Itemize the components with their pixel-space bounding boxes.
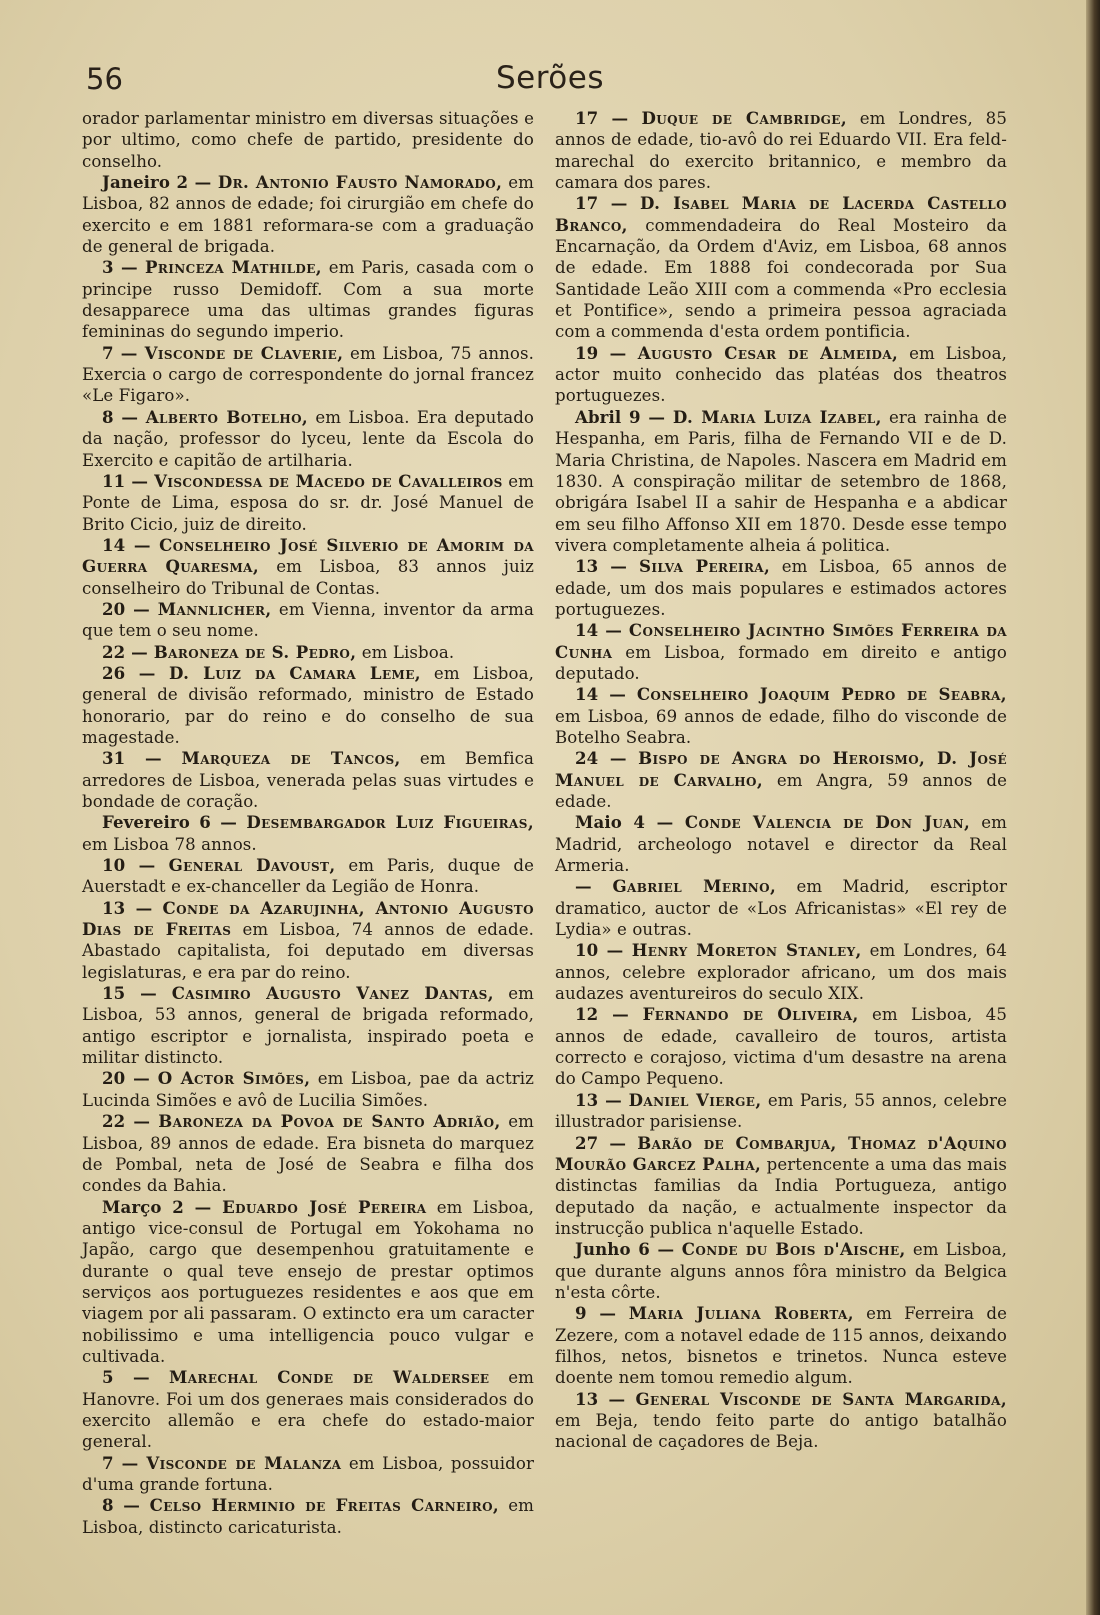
obituary-entry xyxy=(82,1111,534,1196)
obituary-entry xyxy=(82,1197,534,1368)
entry-text: em Paris, casada com o principe russo Demidoff. Com a sua morte desapparece uma das ultimas grandes figuras femininas do segundo imperio. xyxy=(82,258,534,342)
entry-text: em Angra, 59 annos de edade. xyxy=(555,770,1007,811)
entry-name: Desembargador Luiz Figueiras, xyxy=(246,812,534,833)
entry-name: Mannlicher, xyxy=(157,598,272,619)
obituary-entry xyxy=(555,1004,1007,1089)
entry-text: em Lisboa, pae da actriz Lucinda Simões e avô de Lucilia Simões. xyxy=(82,1069,534,1110)
obituary-entry xyxy=(82,855,534,898)
entry-name: Celso Herminio de Freitas Carneiro, xyxy=(149,1495,500,1516)
entry-name: Bispo de Angra do Heroismo, D. José Manuel de Carvalho, xyxy=(555,748,1007,790)
entry-date: 10 — xyxy=(102,855,169,876)
obituary-entry xyxy=(82,1367,534,1452)
entry-text: em Lisboa, 53 annos, general de brigada reformado, antigo escriptor e jornalista, inspirado poeta e militar distincto. xyxy=(82,984,535,1068)
entry-text: em Lisboa, antigo vice-consul de Portugal em Yokohama no Japão, cargo que desempenhou gratuitamente e durante o qual teve ensejo de prestar optimos serviços aos portuguezes residentes e aos que em viagem por ali passaram. O extincto era um caracter nobilissimo e uma intelligencia pouco vulgar e cultivada. xyxy=(82,1197,535,1366)
entry-text: em Lisboa, 82 annos de edade; foi cirurgião em chefe do exercito e em 1881 reformara-se com a graduação de general de brigada. xyxy=(82,173,535,257)
entry-date: Maio 4 — xyxy=(575,812,685,833)
obituary-entry xyxy=(82,812,534,855)
entry-text: em Madrid, escriptor dramatico, auctor de «Los Africanistas» «El rey de Lydia» e outras. xyxy=(555,877,1008,940)
entry-date: 19 — xyxy=(575,342,638,363)
entry-date: 11 — xyxy=(102,470,155,491)
obituary-entry xyxy=(82,642,534,663)
entry-name: Visconde de Claverie, xyxy=(144,342,344,363)
obituary-entry xyxy=(555,1239,1007,1303)
entry-text: em Madrid, archeologo notavel e director da Real Armeria. xyxy=(555,813,1007,876)
entry-date: Junho 6 — xyxy=(575,1239,682,1260)
right-column xyxy=(555,108,1007,1453)
entry-name: Daniel Vierge, xyxy=(628,1089,762,1110)
entry-name: Casimiro Augusto Vanez Dantas, xyxy=(171,983,494,1004)
entry-name: Marqueza de Tancos, xyxy=(181,748,401,769)
entry-text: em Lisboa, 89 annos de edade. Era bisneta do marquez de Pombal, neta de José de Seabra e filha dos condes da Bahia. xyxy=(82,1112,534,1196)
entry-name: Barão de Combarjua, Thomaz d'Aquino Mourão Garcez Palha, xyxy=(555,1132,1007,1174)
obituary-entry xyxy=(82,535,534,599)
entry-name: Silva Pereira, xyxy=(638,556,771,577)
page-number: 56 xyxy=(86,62,123,96)
obituary-entry xyxy=(82,172,534,257)
obituary-entry xyxy=(555,1303,1007,1388)
entry-text: em Lisboa, actor muito conhecido das platéas dos theatros portuguezes. xyxy=(555,343,1007,406)
obituary-entry xyxy=(555,108,1007,193)
entry-date: 5 — xyxy=(102,1367,169,1388)
entry-text: orador parlamentar ministro em diversas situações e por ultimo, como chefe de partido, presidente do conselho. xyxy=(82,109,534,171)
entry-date: 24 — xyxy=(575,748,639,769)
entry-date: 9 — xyxy=(575,1303,629,1324)
entry-text: em Hanovre. Foi um dos generaes mais considerados do exercito allemão e era chefe do estado-maior general. xyxy=(82,1368,534,1452)
entry-text: em Vienna, inventor da arma que tem o seu nome. xyxy=(82,599,534,641)
entry-date: 20 — xyxy=(102,1068,158,1089)
entry-text: em Ferreira de Zezere, com a notavel edade de 115 annos, deixando filhos, netos, bisnetos e trinetos. Nunca esteve doente nem tomou remedio algum. xyxy=(555,1304,1007,1388)
entry-date: Abril 9 — xyxy=(575,406,673,427)
obituary-entry xyxy=(555,343,1007,407)
book-spine-edge xyxy=(1086,0,1100,1615)
entry-date: 3 — xyxy=(102,257,146,278)
obituary-entry xyxy=(555,812,1007,876)
obituary-entry xyxy=(555,876,1007,940)
entry-text: em Paris, duque de Auerstadt e ex-chanceller da Legião de Honra. xyxy=(82,856,534,897)
obituary-entry xyxy=(82,663,534,748)
entry-name: Conde da Azarujinha, Antonio Augusto Dias de Freitas xyxy=(82,897,534,940)
entry-date: 22 — xyxy=(102,1111,159,1132)
obituary-entry xyxy=(555,1389,1007,1453)
entry-name: Viscondessa de Macedo de Cavalleiros xyxy=(154,470,503,491)
obituary-entry xyxy=(555,684,1007,748)
obituary-entry xyxy=(82,108,534,172)
entry-date: 31 — xyxy=(102,748,182,769)
entry-text: em Ponte de Lima, esposa do sr. dr. José Manuel de Brito Cicio, juiz de direito. xyxy=(82,471,534,534)
obituary-entry xyxy=(82,1495,534,1538)
obituary-entry xyxy=(82,898,534,983)
entry-name: General Davoust, xyxy=(168,855,336,876)
entry-name: Maria Juliana Roberta, xyxy=(628,1303,854,1324)
entry-name: Conde Valencia de Don Juan, xyxy=(684,812,971,833)
entry-name: General Visconde de Santa Margarida, xyxy=(635,1388,1007,1409)
entry-text: em Lisboa. xyxy=(356,642,455,662)
obituary-entry xyxy=(555,620,1007,684)
obituary-entry xyxy=(82,983,534,1068)
entry-text: em Lisboa, 65 annos de edade, um dos mais populares e estimados actores portuguezes. xyxy=(555,557,1007,619)
entry-text: commendadeira do Real Mosteiro da Encarnação, da Ordem d'Aviz, em Lisboa, 68 annos de edade. Em 1888 foi condecorada por Sua Santidade Leão XIII com a commenda «Pro ecclesia et Pontifice», sendo a primeira pessoa agraciada com a commenda d'esta ordem pontificia. xyxy=(555,215,1007,342)
entry-name: Gabriel Merino, xyxy=(612,876,777,897)
obituary-entry xyxy=(555,556,1007,620)
running-title: Serões xyxy=(495,60,604,96)
entry-date: 13 — xyxy=(575,1089,629,1110)
obituary-entry xyxy=(555,1090,1007,1133)
entry-date: 7 — xyxy=(102,1452,147,1473)
entry-text: em Lisboa, que durante alguns annos fôra ministro da Belgica n'esta côrte. xyxy=(555,1240,1008,1302)
entry-date: 12 — xyxy=(575,1004,643,1025)
entry-name: D. Luiz da Camara Leme, xyxy=(168,662,421,683)
entry-text: em Lisboa, distincto caricaturista. xyxy=(82,1496,534,1537)
entry-date: Fevereiro 6 — xyxy=(102,812,247,833)
entry-name: D. Isabel Maria de Lacerda Castello Branco, xyxy=(555,193,1007,235)
obituary-entry xyxy=(82,1068,534,1111)
entry-name: Visconde de Malanza xyxy=(146,1452,342,1473)
entry-name: Conselheiro José Silverio de Amorim da Guerra Quaresma, xyxy=(82,534,534,577)
entry-name: Fernando de Oliveira, xyxy=(642,1004,859,1025)
entry-name: Augusto Cesar de Almeida, xyxy=(637,342,899,363)
entry-date: — xyxy=(575,876,613,897)
entry-date: 15 — xyxy=(102,983,172,1004)
entry-date: 17 — xyxy=(575,108,642,128)
entry-name: Duque de Cambridge, xyxy=(641,108,847,128)
entry-date: 22 — xyxy=(102,641,154,662)
obituary-entry xyxy=(555,193,1007,342)
entry-text: em Londres, 85 annos de edade, tio-avô do rei Eduardo VII. Era feld-marechal do exercito britannico, e membro da camara dos pares. xyxy=(555,109,1007,193)
entry-date: 27 — xyxy=(575,1132,638,1153)
entry-text: era rainha de Hespanha, em Paris, filha de Fernando VII e de D. Maria Christina, de Napoles. Nascera em Madrid em 1830. A conspiração militar de setembro de 1868, obrigára Isabel II a sahir de Hespanha e a abdicar em seu filho Affonso XII em 1870. Desde esse tempo vivera completamente alheia á politica. xyxy=(555,407,1007,555)
entry-date: 7 — xyxy=(102,342,145,363)
entry-text: em Paris, 55 annos, celebre illustrador parisiense. xyxy=(555,1090,1007,1132)
obituary-entry xyxy=(555,407,1007,556)
entry-text: em Lisboa 78 annos. xyxy=(82,834,257,854)
entry-text: em Lisboa, 45 annos de edade, cavalleiro de touros, artista correcto e corajoso, victima d'um desastre na arena do Campo Pequeno. xyxy=(555,1005,1007,1089)
entry-date: 8 — xyxy=(102,1495,150,1516)
entry-text: em Beja, tendo feito parte do antigo batalhão nacional de caçadores de Beja. xyxy=(555,1410,1007,1452)
entry-name: Dr. Antonio Fausto Namorado, xyxy=(217,172,503,193)
entry-text: em Lisboa. Era deputado da nação, professor do lyceu, lente da Escola do Exercito e capitão de artilharia. xyxy=(82,407,535,470)
obituary-entry xyxy=(82,599,534,642)
entry-text: em Lisboa, possuidor d'uma grande fortuna. xyxy=(82,1453,534,1494)
entry-name: Conselheiro Jacintho Simões Ferreira da Cunha xyxy=(555,620,1007,662)
entry-date: 14 — xyxy=(102,534,160,555)
obituary-entry xyxy=(555,1133,1007,1240)
obituary-entry xyxy=(82,748,534,812)
entry-date: 17 — xyxy=(575,193,640,214)
entry-name: Conselheiro Joaquim Pedro de Seabra, xyxy=(636,684,1007,705)
entry-text: em Lisboa, 83 annos juiz conselheiro do Tribunal de Contas. xyxy=(82,557,534,598)
entry-text: em Lisboa, 69 annos de edade, filho do visconde de Botelho Seabra. xyxy=(555,706,1007,747)
entry-date: 13 — xyxy=(575,556,639,577)
entry-date: 8 — xyxy=(102,406,146,427)
entry-name: Baroneza da Povoa de Santo Adrião, xyxy=(158,1111,501,1132)
obituary-entry xyxy=(82,407,534,471)
entry-name: D. Maria Luiza Izabel, xyxy=(672,406,882,427)
left-column xyxy=(82,108,534,1538)
entry-name: Alberto Botelho, xyxy=(145,406,309,427)
entry-text: em Lisboa, general de divisão reformado, ministro de Estado honorario, par do reino e do conselho de sua magestade. xyxy=(82,663,534,747)
entry-name: O Actor Simões, xyxy=(157,1068,311,1089)
obituary-entry xyxy=(82,343,534,407)
entry-name: Marechal Conde de Waldersee xyxy=(168,1367,490,1388)
entry-text: pertencente a uma das mais distinctas familias da India Portugueza, antigo deputado da nação, e actualmente inspector da instrucção publica n'aquelle Estado. xyxy=(555,1154,1007,1238)
entry-text: em Lisboa, 74 annos de edade. Abastado capitalista, foi deputado em diversas legislaturas, e era par do reino. xyxy=(82,920,534,982)
entry-date: 13 — xyxy=(575,1388,636,1409)
entry-date: 26 — xyxy=(102,662,169,683)
obituary-entry xyxy=(82,257,534,342)
entry-text: em Londres, 64 annos, celebre explorador africano, um dos mais audazes aventureiros do seculo XIX. xyxy=(555,941,1007,1004)
entry-date: 14 — xyxy=(575,684,637,705)
entry-text: em Bemfica arredores de Lisboa, venerada pelas suas virtudes e bondade de coração. xyxy=(82,749,534,811)
entry-name: Henry Moreton Stanley, xyxy=(631,940,862,961)
entry-date: 20 — xyxy=(102,598,158,619)
obituary-entry xyxy=(555,940,1007,1004)
entry-date: 13 — xyxy=(102,897,163,918)
entry-text: em Lisboa, 75 annos. Exercia o cargo de correspondente do jornal francez «Le Figaro». xyxy=(82,343,534,406)
entry-name: Eduardo José Pereira xyxy=(222,1196,427,1217)
obituary-entry xyxy=(82,1453,534,1496)
entry-text: em Lisboa, formado em direito e antigo deputado. xyxy=(555,642,1007,683)
entry-date: Março 2 — xyxy=(102,1196,223,1217)
entry-date: Janeiro 2 — xyxy=(102,172,218,193)
obituary-entry xyxy=(82,471,534,535)
entry-date: 14 — xyxy=(575,620,629,641)
obituary-entry xyxy=(555,748,1007,812)
entry-name: Princeza Mathilde, xyxy=(145,257,322,278)
entry-date: 10 — xyxy=(575,940,632,961)
entry-name: Conde du Bois d'Aische, xyxy=(681,1239,906,1260)
entry-name: Baroneza de S. Pedro, xyxy=(153,641,357,662)
